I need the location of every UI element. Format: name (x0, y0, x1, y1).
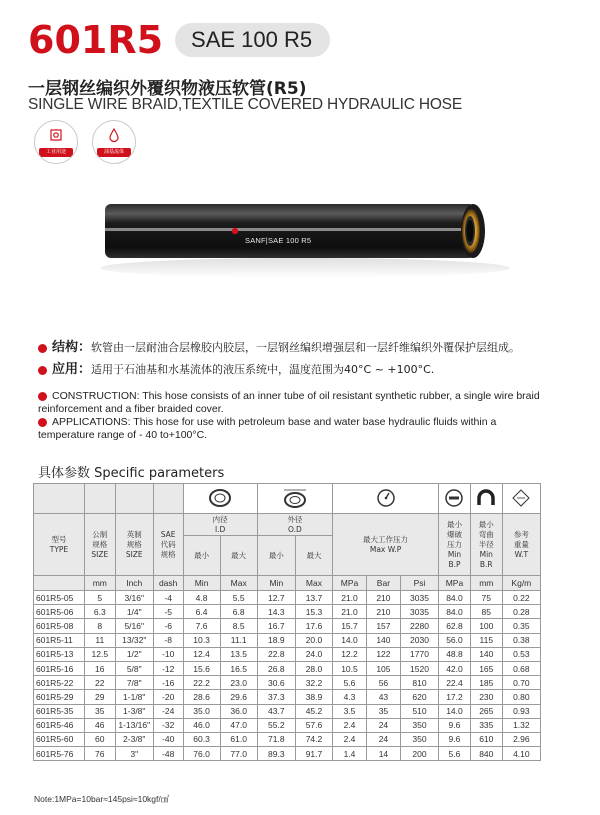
table-cell: 22.4 (439, 676, 471, 690)
unit-cell: Inch (115, 576, 153, 591)
table-cell: 601R5-29 (34, 690, 85, 704)
table-row (34, 647, 541, 661)
table-row (34, 619, 541, 633)
table-cell: 2-3/8" (115, 732, 153, 746)
table-cell: 157 (366, 619, 400, 633)
col-br: 最小 弯曲 半径 Min B.R (470, 514, 502, 576)
table-cell: 12.4 (183, 647, 220, 661)
table-cell: -32 (153, 718, 183, 732)
col-size-mm: 公制 规格 SIZE (84, 514, 115, 576)
col-od-min: 最小 (257, 536, 295, 576)
spec-table-body (34, 591, 541, 761)
table-cell: 85 (470, 605, 502, 619)
table-cell: 28.6 (183, 690, 220, 704)
table-cell: 15.3 (295, 605, 332, 619)
table-cell: 0.28 (502, 605, 540, 619)
unit-cell: Min (183, 576, 220, 591)
table-cell: 601R5-06 (34, 605, 85, 619)
table-cell: 43.7 (257, 704, 295, 718)
table-cell: 29 (84, 690, 115, 704)
unit-cell: MPa (439, 576, 471, 591)
outer-diameter-icon (257, 484, 332, 514)
unit-cell: Kg/m (502, 576, 540, 591)
table-cell: 71.8 (257, 732, 295, 746)
table-cell: 5.6 (333, 676, 367, 690)
table-cell: 6.3 (84, 605, 115, 619)
standard-badge: SAE 100 R5 (175, 23, 330, 57)
table-cell: 76.0 (183, 747, 220, 761)
burst-gauge-icon (439, 484, 471, 514)
table-cell: 601R5-60 (34, 732, 85, 746)
table-cell: 9.6 (439, 718, 471, 732)
table-cell: 14.0 (333, 633, 367, 647)
table-cell: 7/8" (115, 676, 153, 690)
table-cell: 4.3 (333, 690, 367, 704)
table-cell: 17.6 (295, 619, 332, 633)
table-row (34, 690, 541, 704)
table-cell: 0.93 (502, 704, 540, 718)
table-cell: 1-13/16" (115, 718, 153, 732)
badge-oil (92, 120, 136, 164)
table-cell: -8 (153, 633, 183, 647)
bend-radius-icon (470, 484, 502, 514)
table-cell: 24 (366, 718, 400, 732)
table-cell: 74.2 (295, 732, 332, 746)
table-cell: 810 (400, 676, 438, 690)
table-cell: -20 (153, 690, 183, 704)
table-cell: 5 (84, 591, 115, 605)
table-cell: 0.70 (502, 676, 540, 690)
table-cell: 350 (400, 718, 438, 732)
weight-icon (502, 484, 540, 514)
table-row (34, 747, 541, 761)
table-cell: 16 (84, 661, 115, 675)
table-cell: 14.0 (439, 704, 471, 718)
unit-cell: dash (153, 576, 183, 591)
col-id: 内径 I.D (183, 514, 257, 536)
table-cell: -6 (153, 619, 183, 633)
table-cell: 21.0 (333, 591, 367, 605)
table-cell: 185 (470, 676, 502, 690)
col-id-min: 最小 (183, 536, 220, 576)
table-cell: 43 (366, 690, 400, 704)
table-cell: 0.38 (502, 633, 540, 647)
table-cell: 18.9 (257, 633, 295, 647)
table-cell: 89.3 (257, 747, 295, 761)
table-cell: 47.0 (220, 718, 257, 732)
table-cell: 3035 (400, 591, 438, 605)
table-cell: 38.9 (295, 690, 332, 704)
col-bp: 最小 爆破 压力 Min B.P (439, 514, 471, 576)
col-wt: 参考 重量 W.T (502, 514, 540, 576)
table-cell: 8 (84, 619, 115, 633)
table-cell: 3" (115, 747, 153, 761)
table-cell: 35.0 (183, 704, 220, 718)
inner-diameter-icon (183, 484, 257, 514)
spec-heading: 具体参数 Specific parameters (38, 466, 225, 481)
table-cell: 122 (366, 647, 400, 661)
table-cell: 91.7 (295, 747, 332, 761)
table-cell: 13.5 (220, 647, 257, 661)
application-cn: 应用：适用于石油基和水基流体的液压系统中，温度范围为40°C ~ +100°C. (38, 358, 434, 377)
table-cell: 210 (366, 605, 400, 619)
hose-print-text: SANF|SAE 100 R5 (245, 236, 312, 245)
unit-cell: mm (470, 576, 502, 591)
unit-cell: Psi (400, 576, 438, 591)
table-cell: 601R5-16 (34, 661, 85, 675)
conversion-note: Note:1MPa=10bar≈145psi≈10kgf/㎠ (34, 794, 170, 804)
table-cell: 75 (470, 591, 502, 605)
pressure-gauge-icon (333, 484, 439, 514)
unit-cell: Bar (366, 576, 400, 591)
table-cell: 29.6 (220, 690, 257, 704)
table-cell: 22.8 (257, 647, 295, 661)
table-row (34, 605, 541, 619)
col-wp: 最大工作压力 Max W.P (333, 514, 439, 576)
table-cell: 36.0 (220, 704, 257, 718)
table-cell: 10.3 (183, 633, 220, 647)
model-number: 601R5 (28, 18, 164, 62)
table-cell: 61.0 (220, 732, 257, 746)
table-cell: 601R5-08 (34, 619, 85, 633)
table-cell: 1/2" (115, 647, 153, 661)
table-cell: -5 (153, 605, 183, 619)
table-cell: 1-1/8" (115, 690, 153, 704)
table-cell: 55.2 (257, 718, 295, 732)
table-cell: 37.3 (257, 690, 295, 704)
table-cell: -24 (153, 704, 183, 718)
table-cell: 200 (400, 747, 438, 761)
table-row (34, 633, 541, 647)
table-cell: 14.3 (257, 605, 295, 619)
table-cell: 9.6 (439, 732, 471, 746)
table-row (34, 732, 541, 746)
table-cell: 32.2 (295, 676, 332, 690)
table-cell: 510 (400, 704, 438, 718)
table-cell: 0.53 (502, 647, 540, 661)
table-cell: 8.5 (220, 619, 257, 633)
table-cell: -4 (153, 591, 183, 605)
construction-en: CONSTRUCTION: This hose consists of an inner tube of oil resistant synthetic rubber, a single wire braid reinforcement and a fiber braided cover. (38, 390, 540, 415)
table-cell: 42.0 (439, 661, 471, 675)
col-size-inch: 英制 规格 SIZE (115, 514, 153, 576)
title-english: SINGLE WIRE BRAID,TEXTILE COVERED HYDRAULIC HOSE (28, 96, 462, 113)
table-cell: 601R5-35 (34, 704, 85, 718)
table-cell: 0.68 (502, 661, 540, 675)
table-cell: 601R5-46 (34, 718, 85, 732)
unit-cell: MPa (333, 576, 367, 591)
table-cell: 20.0 (295, 633, 332, 647)
table-cell: 24.0 (295, 647, 332, 661)
table-cell: 84.0 (439, 591, 471, 605)
table-cell: 16.5 (220, 661, 257, 675)
table-cell: 140 (366, 633, 400, 647)
table-cell: 17.2 (439, 690, 471, 704)
factory-icon (35, 127, 77, 147)
table-cell: 46.0 (183, 718, 220, 732)
table-cell: 115 (470, 633, 502, 647)
table-cell: 5/8" (115, 661, 153, 675)
table-cell: 2280 (400, 619, 438, 633)
table-cell: -40 (153, 732, 183, 746)
table-cell: 2.96 (502, 732, 540, 746)
table-cell: 11 (84, 633, 115, 647)
unit-cell: Max (220, 576, 257, 591)
table-cell: 35 (84, 704, 115, 718)
table-cell: 26.8 (257, 661, 295, 675)
table-cell: 12.2 (333, 647, 367, 661)
table-cell: 1520 (400, 661, 438, 675)
table-cell: 100 (470, 619, 502, 633)
col-type: 型号 TYPE (34, 514, 85, 576)
application-en: APPLICATIONS: This hose for use with petroleum base and water base hydraulic fluids within a temperature range of - 40 to+100°C. (38, 416, 497, 441)
table-cell: -12 (153, 661, 183, 675)
table-cell: 840 (470, 747, 502, 761)
table-cell: 24 (366, 732, 400, 746)
table-cell: 230 (470, 690, 502, 704)
construction-cn: 结构：软管由一层耐油合层橡胶内胶层，一层钢丝编织增强层和一层纤维编织外覆保护层组成。 (38, 336, 520, 355)
table-cell: 3035 (400, 605, 438, 619)
table-cell: 2.4 (333, 718, 367, 732)
table-cell: 1-3/8" (115, 704, 153, 718)
unit-cell: Min (257, 576, 295, 591)
table-cell: 601R5-22 (34, 676, 85, 690)
table-cell: 13.7 (295, 591, 332, 605)
table-cell: 60.3 (183, 732, 220, 746)
table-cell: 11.1 (220, 633, 257, 647)
table-cell: 48.8 (439, 647, 471, 661)
table-cell: 7.6 (183, 619, 220, 633)
table-cell: 601R5-76 (34, 747, 85, 761)
table-cell: 3.5 (333, 704, 367, 718)
table-cell: 1/4" (115, 605, 153, 619)
spec-table (33, 483, 541, 761)
table-cell: 210 (366, 591, 400, 605)
table-cell: 12.5 (84, 647, 115, 661)
table-cell: 6.4 (183, 605, 220, 619)
table-cell: 12.7 (257, 591, 295, 605)
bullet-dot (38, 344, 47, 353)
table-cell: 10.5 (333, 661, 367, 675)
bullet-dot (38, 366, 47, 375)
table-cell: 601R5-11 (34, 633, 85, 647)
hose-illustration (95, 190, 515, 290)
unit-cell: Max (295, 576, 332, 591)
table-cell: 4.8 (183, 591, 220, 605)
table-cell: 2.4 (333, 732, 367, 746)
col-sae: SAE 代码 规格 (153, 514, 183, 576)
table-cell: 22.2 (183, 676, 220, 690)
table-cell: 601R5-13 (34, 647, 85, 661)
table-cell: 84.0 (439, 605, 471, 619)
col-id-max: 最大 (220, 536, 257, 576)
table-cell: 3/16" (115, 591, 153, 605)
table-cell: 56 (366, 676, 400, 690)
table-cell: 16.7 (257, 619, 295, 633)
table-cell: -48 (153, 747, 183, 761)
table-cell: 30.6 (257, 676, 295, 690)
col-od: 外径 O.D (257, 514, 332, 536)
table-cell: 15.6 (183, 661, 220, 675)
table-cell: 6.8 (220, 605, 257, 619)
table-cell: 57.6 (295, 718, 332, 732)
badge-label: 油基流体 (97, 148, 131, 157)
table-cell: 56.0 (439, 633, 471, 647)
table-cell: 105 (366, 661, 400, 675)
table-cell: 1770 (400, 647, 438, 661)
table-cell: 140 (470, 647, 502, 661)
table-cell: 350 (400, 732, 438, 746)
table-cell: 0.80 (502, 690, 540, 704)
table-cell: 22 (84, 676, 115, 690)
table-row (34, 591, 541, 605)
table-cell: 610 (470, 732, 502, 746)
table-cell: 46 (84, 718, 115, 732)
table-cell: 35 (366, 704, 400, 718)
table-cell: 0.22 (502, 591, 540, 605)
table-cell: 335 (470, 718, 502, 732)
table-cell: -10 (153, 647, 183, 661)
table-cell: 4.10 (502, 747, 540, 761)
table-row (34, 704, 541, 718)
table-cell: 1.32 (502, 718, 540, 732)
table-cell: 0.35 (502, 619, 540, 633)
title-chinese: 一层钢丝编织外覆织物液压软管(R5) (28, 79, 307, 99)
table-cell: 5.5 (220, 591, 257, 605)
table-cell: 601R5-05 (34, 591, 85, 605)
unit-cell: mm (84, 576, 115, 591)
feature-badges (34, 120, 136, 164)
table-cell: 14 (366, 747, 400, 761)
table-cell: 15.7 (333, 619, 367, 633)
table-row (34, 718, 541, 732)
table-cell: 28.0 (295, 661, 332, 675)
table-cell: -16 (153, 676, 183, 690)
table-cell: 5.6 (439, 747, 471, 761)
badge-label: 工业用途 (39, 148, 73, 157)
table-cell: 1.4 (333, 747, 367, 761)
table-cell: 165 (470, 661, 502, 675)
table-cell: 23.0 (220, 676, 257, 690)
table-cell: 265 (470, 704, 502, 718)
col-od-max: 最大 (295, 536, 332, 576)
table-cell: 13/32" (115, 633, 153, 647)
bullet-dot (38, 418, 47, 427)
table-cell: 62.8 (439, 619, 471, 633)
table-cell: 60 (84, 732, 115, 746)
table-row (34, 661, 541, 675)
unit-row (34, 576, 541, 591)
table-cell: 2030 (400, 633, 438, 647)
table-row (34, 676, 541, 690)
table-cell: 45.2 (295, 704, 332, 718)
table-cell: 76 (84, 747, 115, 761)
bullet-dot (38, 392, 47, 401)
table-cell: 77.0 (220, 747, 257, 761)
oil-drop-icon (93, 127, 135, 147)
badge-industrial (34, 120, 78, 164)
product-header (28, 20, 330, 60)
table-cell: 5/16" (115, 619, 153, 633)
table-cell: 620 (400, 690, 438, 704)
table-cell: 21.0 (333, 605, 367, 619)
